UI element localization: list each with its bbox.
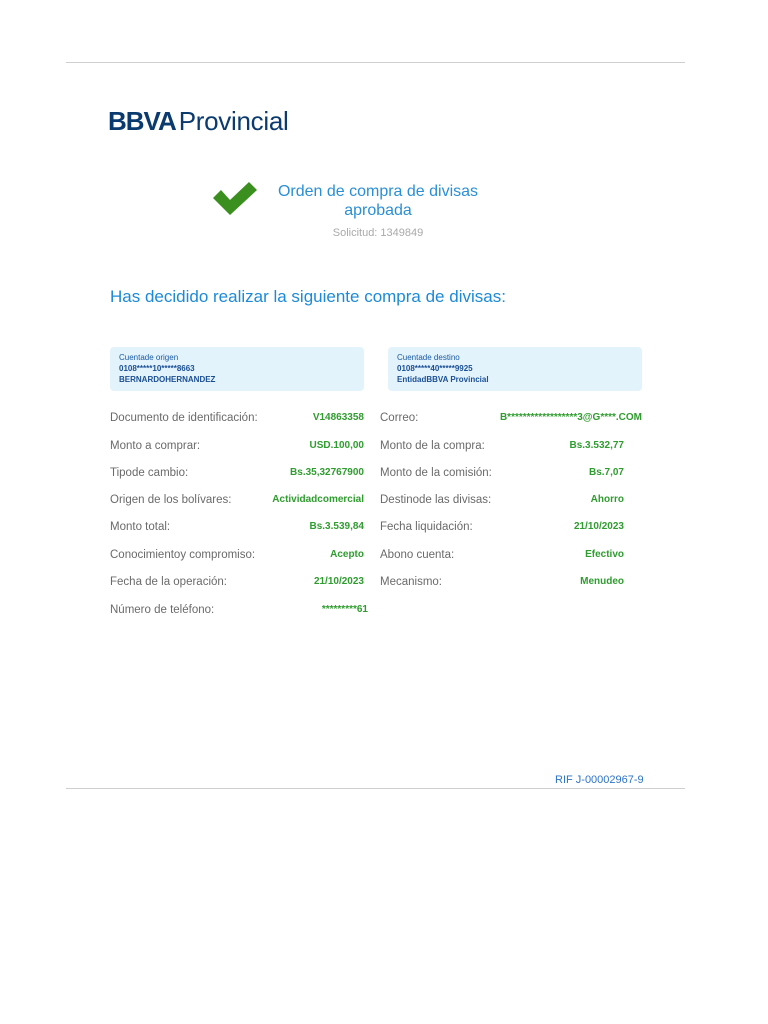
detail-value: 21/10/2023 — [313, 576, 364, 587]
detail-value: Bs.3.532,77 — [569, 440, 624, 451]
logo-provincial: Provincial — [178, 106, 289, 136]
detail-value: V14863358 — [312, 412, 364, 423]
detail-label: Monto de la comisión: — [380, 467, 492, 479]
detail-value: Menudeo — [580, 576, 624, 587]
detail-label: Correo: — [380, 412, 419, 424]
origin-account-label: Cuentade origen — [119, 353, 179, 362]
destination-account-number: 0108*****40*****9925 — [397, 364, 473, 373]
detail-label: Fecha de la operación: — [110, 576, 227, 588]
detail-label: Fecha liquidación: — [380, 521, 473, 533]
detail-label: Origen de los bolívares: — [110, 494, 232, 506]
detail-row — [110, 549, 364, 563]
detail-value: Bs.7,07 — [588, 467, 624, 478]
detail-row — [380, 440, 624, 454]
detail-row — [380, 467, 624, 481]
detail-value: Ahorro — [590, 494, 624, 505]
detail-value: Bs.3.539,84 — [309, 521, 364, 532]
detail-row — [380, 494, 624, 508]
detail-label: Monto de la compra: — [380, 440, 485, 452]
detail-label: Conocimientoy compromiso: — [110, 549, 256, 561]
origin-account-card — [110, 347, 364, 391]
logo-bbva: BBVA — [108, 106, 176, 136]
detail-row — [110, 440, 364, 454]
status-title: Orden de compra de divisas aprobada — [277, 183, 479, 219]
detail-row — [380, 521, 624, 535]
detail-row — [110, 604, 368, 618]
origin-account-number: 0108*****10*****8663 — [119, 364, 195, 373]
bottom-divider — [66, 788, 685, 789]
detail-label: Documento de identificación: — [110, 412, 258, 424]
checkmark-icon — [211, 180, 259, 216]
detail-row — [110, 412, 364, 426]
detail-row — [380, 576, 624, 590]
detail-label: Monto total: — [110, 521, 171, 533]
destination-account-card — [388, 347, 642, 391]
request-number: Solicitud: 1349849 — [332, 227, 424, 239]
detail-label: Mecanismo: — [380, 576, 442, 588]
detail-label: Tipode cambio: — [110, 467, 189, 479]
detail-label: Abono cuenta: — [380, 549, 455, 561]
detail-label: Número de teléfono: — [110, 604, 215, 616]
detail-value: Actividadcomercial — [272, 494, 364, 505]
detail-value: 21/10/2023 — [573, 521, 624, 532]
detail-label: Destinode las divisas: — [380, 494, 492, 506]
rif-number: RIF J-00002967-9 — [555, 774, 644, 786]
lead-heading: Has decidido realizar la siguiente compra de divisas: — [110, 287, 506, 306]
top-divider — [66, 62, 685, 63]
destination-account-label: Cuentade destino — [397, 353, 460, 362]
detail-value: *********61 — [321, 604, 368, 615]
detail-row — [110, 494, 364, 508]
detail-row — [380, 412, 642, 426]
destination-account-entity: EntidadBBVA Provincial — [397, 375, 489, 384]
detail-value: Bs.35,32767900 — [290, 467, 364, 478]
detail-row — [110, 576, 364, 590]
detail-value: Acepto — [330, 549, 364, 560]
detail-value: USD.100,00 — [309, 440, 364, 451]
origin-account-holder: BERNARDOHERNANDEZ — [119, 375, 216, 384]
detail-row — [110, 521, 364, 535]
detail-row — [110, 467, 364, 481]
detail-row — [380, 549, 624, 563]
detail-value: B******************3@G****.COM — [499, 412, 642, 423]
bbva-provincial-logo — [108, 106, 288, 140]
detail-label: Monto a comprar: — [110, 440, 201, 452]
detail-value: Efectivo — [585, 549, 624, 560]
